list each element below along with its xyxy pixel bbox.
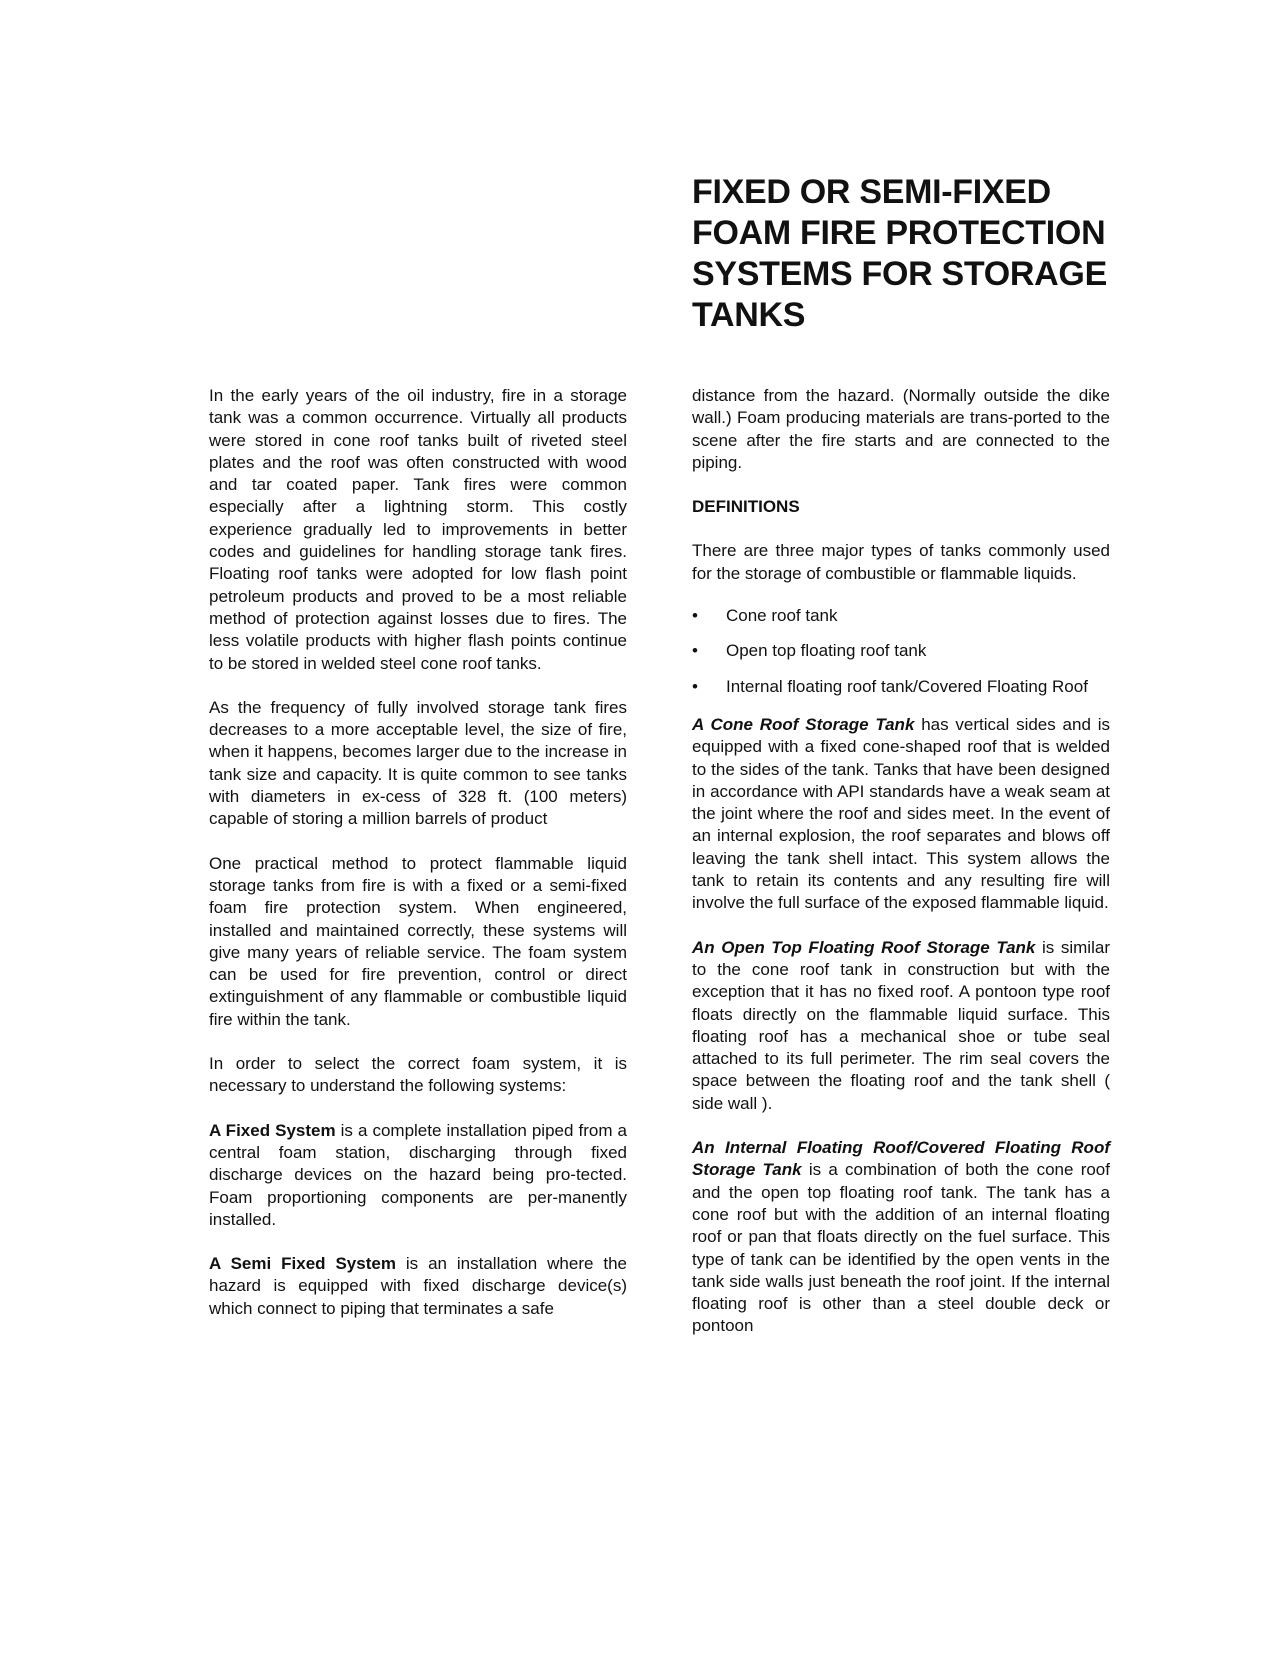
tank-size-paragraph: As the frequency of fully involved storage tank fires decreases to a more acceptable level, the size of fire, when it happens, becomes larger due to the increase in tank size and capacity. It is quite common to see tanks with diameters in ex-cess of 328 ft. (100 meters) capable of storing a million barrels of product	[209, 697, 627, 829]
semi-fixed-system-term: A Semi Fixed System	[209, 1254, 396, 1274]
open-top-paragraph	[692, 937, 1110, 1115]
fixed-system-term: A Fixed System	[209, 1120, 336, 1140]
fixed-system-text: is a complete installation piped from a central foam station, discharging through fixed discharge devices on the hazard being pro-tected. Foam proportioning components are per-manently installed.	[209, 1120, 627, 1229]
cone-roof-text: has vertical sides and is equipped with a fixed cone-shaped roof that is welded to the sides of the tank. Tanks that have been designed in accordance with API standards have a weak seam at the joint where the roof and sides meet. In the event of an internal explosion, the roof separates and blows off leaving the tank shell intact. This system allows the tank to retain its contents and any resulting fire will involve the full surface of the exposed flammable liquid.	[692, 714, 1110, 913]
semi-fixed-system-text: is an installation where the hazard is equipped with fixed discharge device(s) which connect to piping that terminates a safe	[209, 1254, 628, 1318]
open-top-term: An Open Top Floating Roof Storage Tank	[692, 937, 1036, 957]
fixed-system-paragraph	[209, 1120, 627, 1231]
left-column	[209, 385, 627, 1342]
bullet-icon: •	[692, 676, 698, 696]
internal-floating-text: is a combination of both the cone roof and the open top floating roof tank. The tank has a cone roof but with the addition of an internal floating roof or pan that floats directly on the fuel surface. This type of tank can be identified by the open vents in the tank side walls just beneath the roof joint. If the internal floating roof is other than a steel double deck or pontoon	[692, 1160, 1110, 1336]
list-item: • Internal floating roof tank/Covered Floating Roof	[692, 676, 1110, 698]
definitions-heading: DEFINITIONS	[692, 497, 800, 517]
semi-fixed-system-paragraph	[209, 1253, 627, 1320]
internal-floating-term: An Internal Floating Roof/Covered Floating Roof Storage Tank	[692, 1138, 1110, 1180]
list-item: • Cone roof tank	[692, 605, 1110, 627]
internal-floating-paragraph	[692, 1137, 1110, 1338]
cone-roof-paragraph	[692, 714, 1110, 915]
foam-system-paragraph: One practical method to protect flammable liquid storage tanks from fire is with a fixed or a semi-fixed foam fire protection system. When engineered, installed and maintained correctly, these systems will give many years of reliable service. The foam system can be used for fire prevention, control or direct extinguishment of any flammable or combustible liquid fire within the tank.	[209, 853, 627, 1029]
bullet-icon: •	[692, 641, 698, 661]
intro-paragraph: In the early years of the oil industry, fire in a storage tank was a common occurrence. Virtually all products were stored in cone roof tanks built of riveted steel plates and the roof was often constructed with wood and tar coated paper. Tank fires were common especially after a lightning storm. This costly experience gradually led to improvements in better codes and guidelines for handling storage tank fires. Floating roof tanks were adopted for low flash point petroleum products and proved to be a most reliable method of protection against losses due to fires. The less volatile products with higher flash points continue to be stored in welded steel cone roof tanks.	[209, 386, 627, 673]
right-column	[692, 385, 1110, 1360]
document-title: FIXED OR SEMI-FIXED FOAM FIRE PROTECTION SYSTEMS FOR STORAGE TANKS	[692, 173, 1107, 334]
list-item: • Open top floating roof tank	[692, 640, 1110, 662]
tank-types-paragraph: There are three major types of tanks commonly used for the storage of combustible or flammable liquids.	[692, 541, 1110, 583]
cone-roof-term: A Cone Roof Storage Tank	[692, 714, 915, 734]
open-top-text: is similar to the cone roof tank in construction but with the exception that it has no fixed roof. A pontoon type roof floats directly on the flammable liquid surface. This floating roof has a mechanical shoe or tube seal attached to its full perimeter. The rim seal covers the space between the floating roof and the tank shell ( side wall ).	[692, 937, 1110, 1113]
select-system-paragraph: In order to select the correct foam system, it is necessary to understand the following systems:	[209, 1054, 627, 1096]
tank-types-list	[692, 605, 1110, 698]
continued-paragraph: distance from the hazard. (Normally outside the dike wall.) Foam producing materials are trans-ported to the scene after the fire starts and are connected to the piping.	[692, 386, 1110, 472]
bullet-icon: •	[692, 606, 698, 626]
